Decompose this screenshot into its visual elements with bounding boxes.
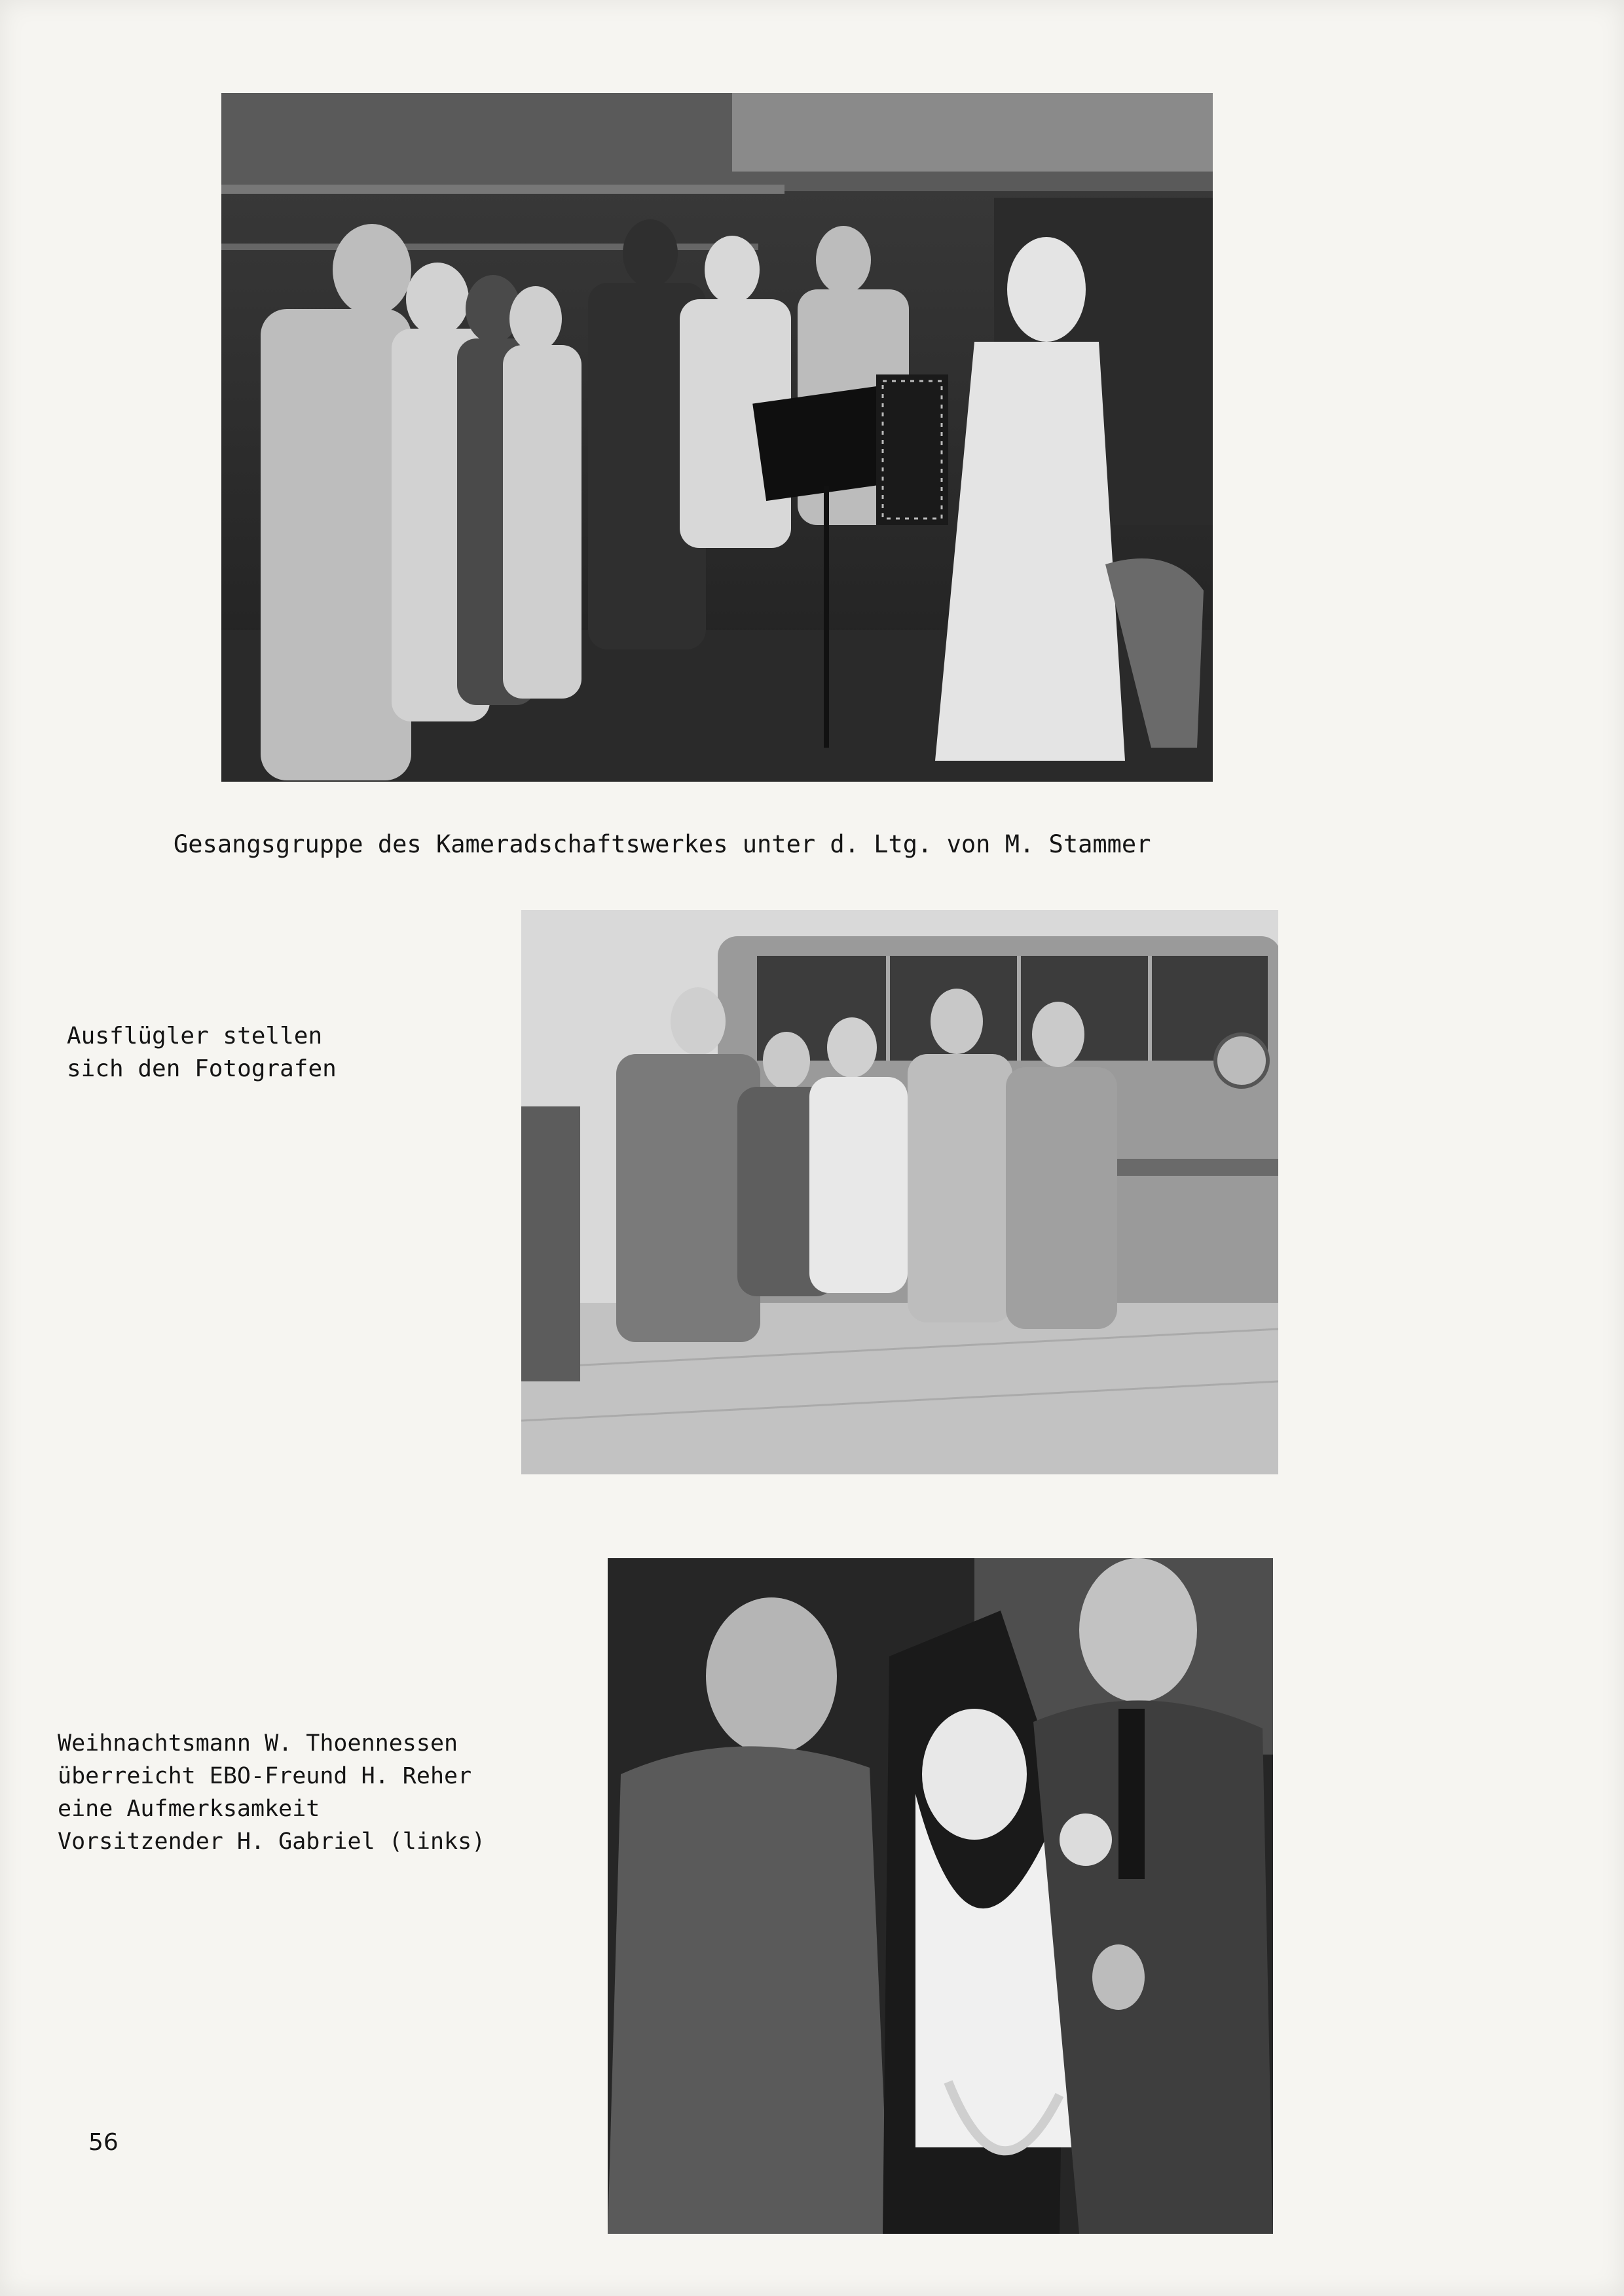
santa-caption: [58, 1727, 485, 1858]
page-number: 56: [88, 2129, 119, 2156]
santa-caption-line2: überreicht EBO-Freund H. Reher: [58, 1763, 472, 1789]
singing-group-caption: Gesangsgruppe des Kameradschaftswerkes unter d. Ltg. von M. Stammer: [174, 830, 1151, 858]
santa-claus-photo: [608, 1558, 1273, 2234]
excursion-caption-line1: Ausflügler stellen: [67, 1023, 323, 1049]
excursion-caption: [67, 1020, 337, 1085]
santa-caption-line1: Weihnachtsmann W. Thoennessen: [58, 1730, 458, 1757]
excursion-caption-line2: sich den Fotografen: [67, 1055, 337, 1082]
singing-group-photo: [221, 93, 1213, 782]
excursion-group-photo: [521, 910, 1278, 1474]
santa-caption-line4: Vorsitzender H. Gabriel (links): [58, 1829, 486, 1855]
santa-caption-line3: eine Aufmerksamkeit: [58, 1796, 320, 1822]
